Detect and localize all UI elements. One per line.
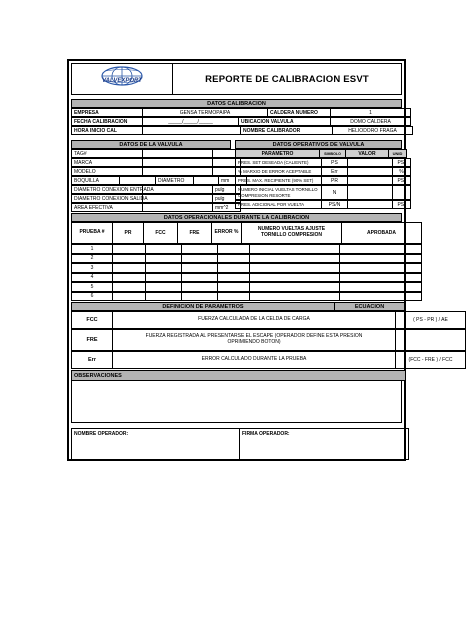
- operativos-row: [235, 185, 411, 200]
- vueltas-value[interactable]: [249, 292, 339, 302]
- operativos-unid: [392, 185, 411, 200]
- valvula-value[interactable]: [142, 185, 212, 194]
- prueba-number: 4: [71, 273, 112, 283]
- caldera-value[interactable]: 1: [330, 108, 411, 117]
- valvula-row: [71, 185, 241, 194]
- col-pr: PR: [112, 222, 143, 244]
- fre-value[interactable]: [181, 292, 217, 302]
- parameter-definition: FUERZA REGISTRADA AL PRESENTARSE EL ESCAPE (OPERADOR DEFINE ESTA PRESION OPRIMIENDO BOTON): [112, 329, 395, 351]
- valvula-row: [71, 203, 241, 212]
- vueltas-value[interactable]: [249, 273, 339, 283]
- valvula-row: [71, 149, 241, 158]
- operacionales-row: [71, 244, 422, 254]
- operativos-valor[interactable]: [347, 158, 392, 167]
- valvula-row: [71, 158, 241, 167]
- pr-value[interactable]: [112, 282, 145, 292]
- operativos-unid: PSI: [392, 200, 411, 209]
- fecha-value[interactable]: _____/_____/_____: [142, 117, 238, 126]
- vueltas-value[interactable]: [249, 254, 339, 264]
- pr-value[interactable]: [112, 292, 145, 302]
- parameter-symbol: Err: [71, 351, 112, 369]
- definicion-header-row: [71, 302, 405, 311]
- valvula-value[interactable]: [142, 149, 212, 158]
- empresa-label: EMPRESA: [71, 108, 142, 117]
- operativos-simbolo: PS: [321, 158, 347, 167]
- section-datos-calibracion: DATOS CALIBRACION: [71, 99, 402, 108]
- valvula-label: DIAMETRO CONEXION ENTRADA: [71, 185, 142, 194]
- calibrador-value[interactable]: HELIODORO FRAGA: [332, 126, 413, 135]
- hora-row: [71, 126, 413, 135]
- ubicacion-label: UBICACION VALVULA: [238, 117, 330, 126]
- fcc-value[interactable]: [145, 273, 181, 283]
- prueba-number: 6: [71, 292, 112, 302]
- error-value[interactable]: [217, 273, 249, 283]
- valvula-label: MARCA: [71, 158, 142, 167]
- operativos-simbolo: PR: [321, 176, 347, 185]
- empresa-value[interactable]: GENSA TERMOPAIPA: [142, 108, 267, 117]
- operativos-row: [235, 167, 411, 176]
- observaciones-box[interactable]: [71, 370, 402, 423]
- operacionales-row: [71, 282, 422, 292]
- valvula-label: AREA EFECTIVA: [71, 203, 142, 212]
- error-value[interactable]: [217, 254, 249, 264]
- parameter-definition: ERROR CALCULADO DURANTE LA PRUEBA: [112, 351, 395, 369]
- operativos-simbolo: PS/N: [321, 200, 347, 209]
- section-datos-operativos: DATOS OPERATIVOS DE VALVULA: [235, 140, 402, 149]
- pr-value[interactable]: [112, 244, 145, 254]
- valvula-value[interactable]: [142, 167, 212, 176]
- prueba-number: 1: [71, 244, 112, 254]
- parameter-equation: [395, 329, 466, 351]
- col-error: ERROR %: [211, 222, 241, 244]
- fcc-value[interactable]: [145, 263, 181, 273]
- error-value[interactable]: [217, 292, 249, 302]
- valvula-value[interactable]: [142, 194, 212, 203]
- valvula-label: MODELO: [71, 167, 142, 176]
- operacionales-header-row: [71, 222, 422, 244]
- col-aprobada: APROBADA: [341, 222, 422, 244]
- section-definicion: DEFINICION DE PARAMETROS: [71, 302, 334, 311]
- operativos-param: PRES. SET DESEADA (CALIENTE): [235, 158, 321, 167]
- operacionales-row: [71, 273, 422, 283]
- fecha-label: FECHA CALIBRACION: [71, 117, 142, 126]
- prueba-number: 5: [71, 282, 112, 292]
- aprobada-value[interactable]: [339, 292, 422, 302]
- aprobada-value[interactable]: [339, 244, 422, 254]
- col-fre: FRE: [177, 222, 211, 244]
- fcc-value[interactable]: [145, 254, 181, 264]
- operativos-unid: %: [392, 167, 411, 176]
- prueba-number: 3: [71, 263, 112, 273]
- col-valor: VALOR: [345, 149, 388, 158]
- pr-value[interactable]: [112, 263, 145, 273]
- pr-value[interactable]: [112, 254, 145, 264]
- ecuacion-heading: ECUACION: [334, 302, 405, 311]
- fre-value[interactable]: [181, 282, 217, 292]
- report-header: [71, 63, 402, 95]
- operativos-row: [235, 176, 411, 185]
- operacionales-row: [71, 254, 422, 264]
- operacionales-row: [71, 292, 422, 302]
- fre-value[interactable]: [181, 273, 217, 283]
- valvula-row: [71, 167, 241, 176]
- valvula-value[interactable]: [142, 203, 212, 212]
- col-simbolo: SIMBOLO: [319, 149, 345, 158]
- valvula-unit: mm: [218, 176, 247, 185]
- operativos-simbolo: Err: [321, 167, 347, 176]
- col-unid: UNID: [388, 149, 407, 158]
- fcc-value[interactable]: [145, 292, 181, 302]
- operativos-param: NUMERO INICIAL VUELTAS TORNILLO COMPRESION RESORTE: [235, 185, 321, 200]
- operativos-header-row: [235, 149, 407, 158]
- operativos-param: PRES. MAX. RECIPIENTE (90% SET): [235, 176, 321, 185]
- col-parametro: PARAMETRO: [235, 149, 319, 158]
- caldera-label: CALDERA NUMERO: [267, 108, 330, 117]
- fre-value[interactable]: [181, 254, 217, 264]
- parameter-definition: FUERZA CALCULADA DE LA CELDA DE CARGA: [112, 311, 395, 329]
- error-value[interactable]: [217, 244, 249, 254]
- report-title: REPORTE DE CALIBRACION ESVT: [205, 73, 369, 85]
- valvula-label: TAG#: [71, 149, 142, 158]
- definicion-row: [71, 351, 466, 369]
- parameter-symbol: FRE: [71, 329, 112, 351]
- col-fcc: FCC: [143, 222, 177, 244]
- col-vueltas: NUMERO VUELTAS AJUSTE TORNILLO COMPRESION: [241, 222, 341, 244]
- valvula-mid-label: DIAMETRO: [155, 176, 193, 185]
- operativos-row: [235, 158, 411, 167]
- aprobada-value[interactable]: [339, 263, 422, 273]
- fcc-value[interactable]: [145, 282, 181, 292]
- hora-value[interactable]: [142, 126, 240, 135]
- vueltas-value[interactable]: [249, 282, 339, 292]
- company-logo: [72, 64, 173, 94]
- operativos-param: % MARXIO DE ERROR ACEPTABLE: [235, 167, 321, 176]
- operativos-valor[interactable]: [347, 200, 392, 209]
- fcc-value[interactable]: [145, 244, 181, 254]
- operativos-valor[interactable]: [347, 185, 392, 200]
- valvula-unit: pulg: [212, 194, 241, 203]
- operacionales-row: [71, 263, 422, 273]
- empresa-row: [71, 108, 411, 117]
- vueltas-value[interactable]: [249, 263, 339, 273]
- operativos-unid: PSI: [392, 158, 411, 167]
- definicion-row: [71, 329, 466, 351]
- valvula-value[interactable]: [119, 176, 155, 185]
- operativos-row: [235, 200, 411, 209]
- valvula-label: DIAMETRO CONEXION SALIDA: [71, 194, 142, 203]
- operativos-unid: PSI: [392, 176, 411, 185]
- prueba-number: 2: [71, 254, 112, 264]
- error-value[interactable]: [217, 282, 249, 292]
- valvula-row: [71, 194, 241, 203]
- ubicacion-value[interactable]: DOMO CALDERA: [330, 117, 411, 126]
- parameter-symbol: FCC: [71, 311, 112, 329]
- firmas-row: [71, 428, 409, 456]
- operativos-valor[interactable]: [347, 176, 392, 185]
- parameter-equation: ( PS - PR ) / AE: [395, 311, 466, 329]
- fre-value[interactable]: [181, 244, 217, 254]
- valvula-label: BOQUILLA: [71, 176, 119, 185]
- error-value[interactable]: [217, 263, 249, 273]
- valvula-unit: pulg: [212, 185, 241, 194]
- valvula-value[interactable]: [142, 158, 212, 167]
- operador-field[interactable]: NOMBRE OPERADOR:: [71, 428, 239, 460]
- fecha-row: [71, 117, 411, 126]
- logo-wordmark: VALVEXPORT: [102, 78, 142, 84]
- vueltas-value[interactable]: [249, 244, 339, 254]
- valvula-value-2[interactable]: [193, 176, 218, 185]
- operativos-param: PRES. ADICIONAL POR VUELTA: [235, 200, 321, 209]
- hora-label: HORA INICIO CAL: [71, 126, 142, 135]
- section-datos-valvula: DATOS DE LA VALVULA: [71, 140, 231, 149]
- valvula-row: [71, 176, 247, 185]
- section-observaciones: OBSERVACIONES: [71, 370, 406, 381]
- operativos-simbolo: N: [321, 185, 347, 200]
- firma-field[interactable]: FIRMA OPERADOR:: [239, 428, 409, 460]
- col-prueba: PRUEBA #: [71, 222, 112, 244]
- definicion-row: [71, 311, 466, 329]
- operativos-valor[interactable]: [347, 167, 392, 176]
- section-datos-operacionales: DATOS OPERACIONALES DURANTE LA CALIBRACION: [71, 213, 402, 222]
- aprobada-value[interactable]: [339, 254, 422, 264]
- aprobada-value[interactable]: [339, 273, 422, 283]
- fre-value[interactable]: [181, 263, 217, 273]
- parameter-equation: (FCC - FRE ) / FCC: [395, 351, 466, 369]
- calibrador-label: NOMBRE CALIBRADOR: [240, 126, 332, 135]
- valvula-unit: mm^2: [212, 203, 241, 212]
- pr-value[interactable]: [112, 273, 145, 283]
- aprobada-value[interactable]: [339, 282, 422, 292]
